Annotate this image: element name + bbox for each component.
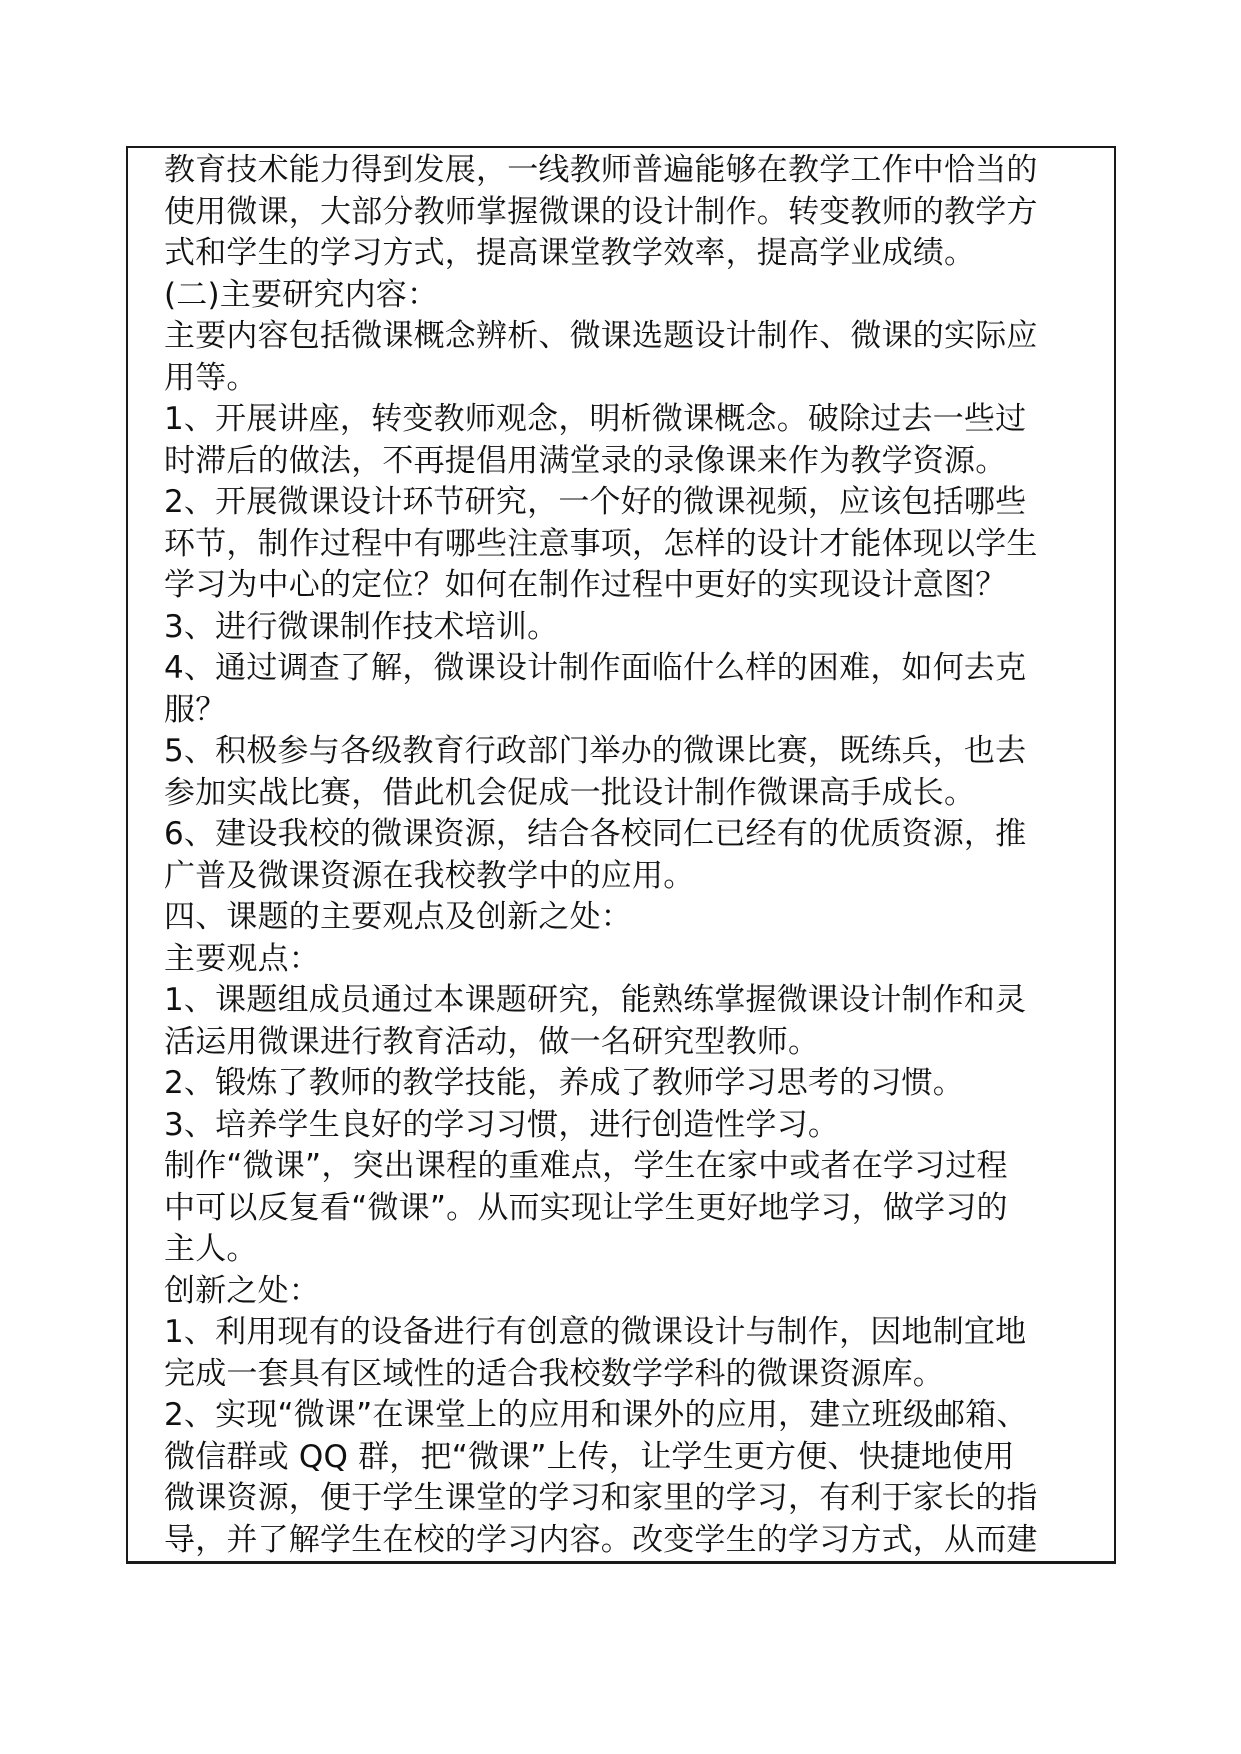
text-line: 服？ [164,691,227,728]
list-item: 1、课题组成员通过本课题研究，能熟练掌握微课设计制作和灵 [164,982,1027,1018]
list-item: 2、实现“微课”在课堂上的应用和课外的应用，建立班级邮箱、 [164,1397,1028,1433]
text-line: 式和学生的学习方式，提高课堂教学效率，提高学业成绩。 [164,235,976,271]
subsection-heading: 创新之处： [164,1272,320,1309]
document-body [164,150,1104,1561]
text-line: 中可以反复看“微课”。从而实现让学生更好地学习，做学习的 [164,1189,1008,1226]
list-item: 1、利用现有的设备进行有创意的微课设计与制作，因地制宜地 [164,1314,1027,1350]
table-cell-frame [126,146,1116,1564]
text-line: 环节，制作过程中有哪些注意事项，怎样的设计才能体现以学生 [164,525,1038,562]
subsection-heading: 主要观点： [164,940,320,977]
text-line: 主人。 [164,1231,258,1267]
list-item: 2、锻炼了教师的教学技能，养成了教师学习思考的习惯。 [164,1065,964,1101]
text-line: 广普及微课资源在我校教学中的应用。 [164,857,695,894]
list-item: 2、开展微课设计环节研究，一个好的微课视频，应该包括哪些 [164,484,1027,520]
text-line: 使用微课，大部分教师掌握微课的设计制作。转变教师的教学方 [164,193,1038,230]
text-line: 主要内容包括微课概念辨析、微课选题设计制作、微课的实际应 [164,318,1038,354]
list-item: 1、开展讲座，转变教师观念，明析微课概念。破除过去一些过 [164,401,1027,437]
text-line: 微课资源，便于学生课堂的学习和家里的学习，有利于家长的指 [164,1480,1038,1516]
text-line: 参加实战比赛，借此机会促成一批设计制作微课高手成长。 [164,774,976,811]
text-line: 导，并了解学生在校的学习内容。改变学生的学习方式，从而建 [164,1521,1038,1558]
text-line: 活运用微课进行教育活动，做一名研究型教师。 [164,1023,820,1060]
text-line: 用等。 [164,359,258,396]
text-line: 完成一套具有区域性的适合我校数学学科的微课资源库。 [164,1355,944,1392]
list-item: 3、进行微课制作技术培训。 [164,608,559,645]
text-line: 时滞后的做法，不再提倡用满堂录的录像课来作为教学资源。 [164,442,1007,479]
section-heading: (二)主要研究内容： [164,276,439,313]
list-item: 6、建设我校的微课资源，结合各校同仁已经有的优质资源，推 [164,816,1027,852]
text-line: 教育技术能力得到发展，一线教师普遍能够在教学工作中恰当的 [164,152,1038,188]
list-item: 5、积极参与各级教育行政部门举办的微课比赛，既练兵，也去 [164,733,1027,769]
section-heading: 四、课题的主要观点及创新之处： [164,899,632,935]
text-line: 学习为中心的定位？如何在制作过程中更好的实现设计意图？ [164,567,1007,603]
list-item: 3、培养学生良好的学习习惯，进行创造性学习。 [164,1106,840,1143]
text-line: 微信群或 QQ 群，把“微课”上传，让学生更方便、快捷地使用 [164,1438,1015,1475]
list-item: 4、通过调查了解，微课设计制作面临什么样的困难，如何去克 [164,650,1027,686]
text-line: 制作“微课”，突出课程的重难点，学生在家中或者在学习过程 [164,1148,1008,1184]
